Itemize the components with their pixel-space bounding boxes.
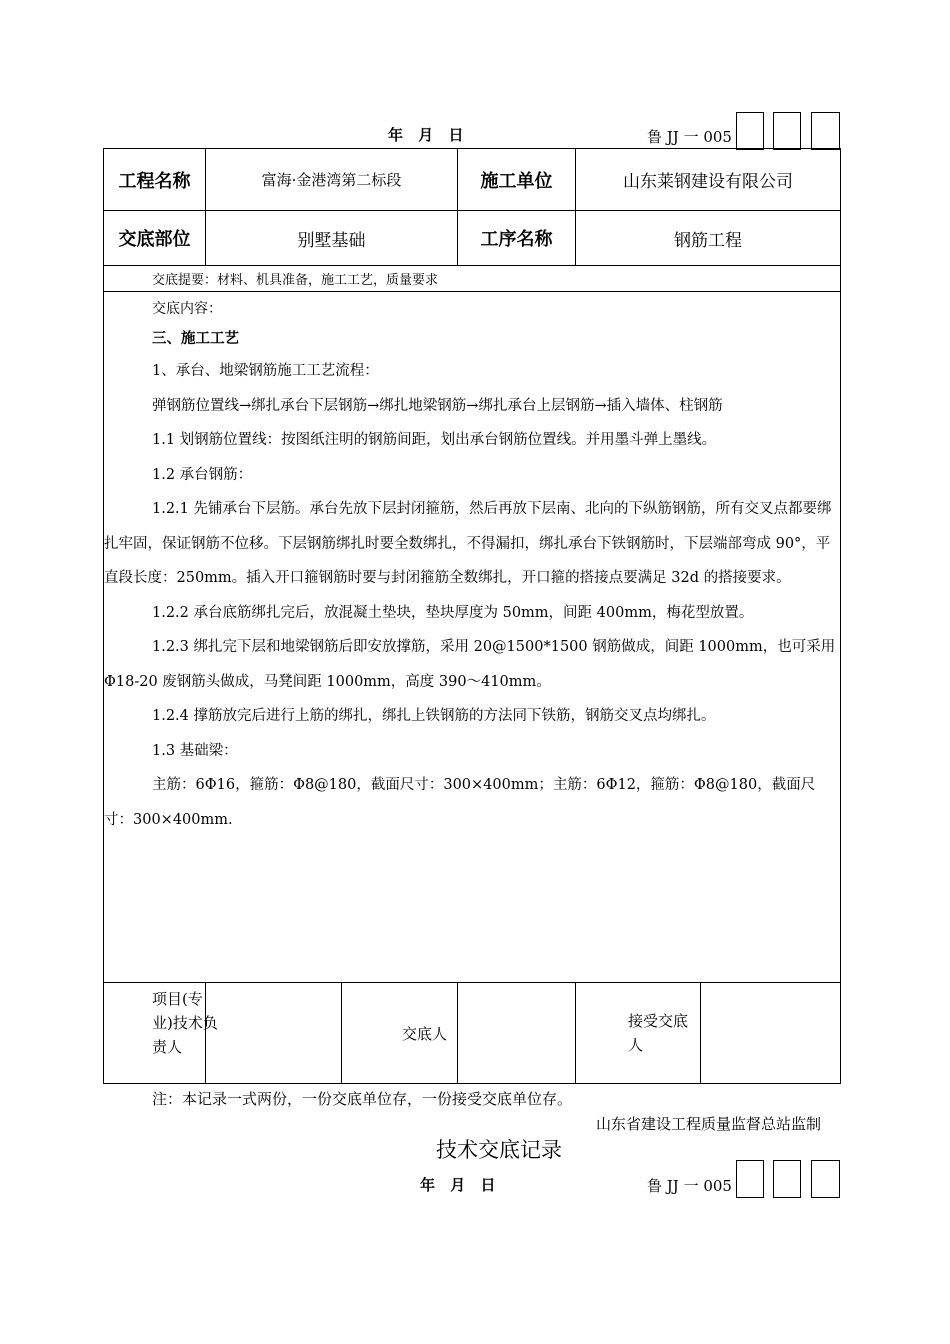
project-name-value: 富海·金港湾第二标段	[206, 149, 458, 211]
footer-note: 注：本记录一式两份，一份交底单位存，一份接受交底单位存。	[152, 1090, 573, 1108]
second-page-title: 技术交底记录	[436, 1138, 562, 1162]
process-name-label: 工序名称	[458, 211, 576, 266]
supervisor-text: 山东省建设工程质量监督总站监制	[596, 1115, 822, 1133]
code-box-3[interactable]	[811, 112, 840, 150]
form-code: 鲁 JJ 一 005	[647, 128, 732, 146]
handover-part-value: 别墅基础	[206, 211, 458, 266]
code-box-2[interactable]	[773, 112, 801, 150]
para-1-1: 1.1 划钢筋位置线：按图纸注明的钢筋间距，划出承台钢筋位置线。并用墨斗弹上墨线。	[152, 432, 717, 448]
handover-summary: 交底提要：材料、机具准备，施工工艺，质量要求	[104, 266, 841, 292]
process-flow: 弹钢筋位置线→绑扎承台下层钢筋→绑扎地梁钢筋→绑扎承台上层钢筋→插入墙体、柱钢筋	[152, 397, 723, 414]
code-box-5[interactable]	[773, 1160, 801, 1198]
code-box-1[interactable]	[736, 112, 764, 150]
tech-lead-label: 项目(专业)技术负责人	[152, 990, 218, 1056]
para-1-2-2: 1.2.2 承台底筋绑扎完后，放混凝土垫块，垫块厚度为 50mm，间距 400mm，梅花型放置。	[152, 604, 754, 621]
receiver-label-cell	[576, 983, 701, 1084]
tech-lead-signature[interactable]	[206, 983, 342, 1084]
para-1-2: 1.2 承台钢筋：	[152, 466, 253, 483]
tech-lead-label-cell	[104, 983, 218, 1084]
code-box-4[interactable]	[736, 1160, 764, 1198]
construction-unit-label: 施工单位	[458, 149, 576, 211]
project-name-label: 工程名称	[104, 149, 206, 211]
para-1-3-detail: 主筋：6Φ16，箍筋：Φ8@180，截面尺寸：300×400mm；主筋：6Φ12，箍筋：Φ8@180，截面尺寸：300×400mm.	[104, 777, 816, 828]
para-1-2-3: 1.2.3 绑扎完下层和地梁钢筋后即安放撑筋，采用 20@1500*1500 钢筋做成，间距 1000mm，也可采用 Φ18-20 废钢筋头做成，马凳间距 1000mm，高度 390～410mm。	[104, 639, 836, 690]
para-1-3: 1.3 基础梁：	[152, 742, 238, 759]
date-label: 年 月 日	[388, 126, 466, 144]
discloser-signature[interactable]	[458, 983, 576, 1084]
handover-content	[104, 292, 841, 983]
handover-part-label: 交底部位	[104, 211, 206, 266]
construction-unit-value: 山东莱钢建设有限公司	[576, 149, 841, 211]
process-flow-heading: 1、承台、地梁钢筋施工工艺流程：	[152, 363, 379, 379]
content-intro: 交底内容：	[152, 301, 222, 317]
para-1-2-1: 1.2.1 先铺承台下层筋。承台先放下层封闭箍筋，然后再放下层南、北向的下纵筋钢筋，所有交叉点都要绑扎牢固，保证钢筋不位移。下层钢筋绑扎时要全数绑扎，不得漏扣，绑扎承台下铁钢筋时，下层端部弯成 90°，平直段长度：250mm。插入开口箍钢筋时要与封闭箍筋全数绑扎，开口箍的搭接点要满足 32d 的搭接要求。	[104, 501, 832, 586]
section-title: 三、施工工艺	[152, 330, 239, 347]
receiver-label: 接受交底人	[628, 1012, 689, 1054]
discloser-label: 交底人	[342, 983, 458, 1084]
para-1-2-4: 1.2.4 撑筋放完后进行上筋的绑扎，绑扎上铁钢筋的方法同下铁筋，钢筋交叉点均绑扎。	[152, 708, 716, 724]
form-code-2: 鲁 JJ 一 005	[647, 1177, 732, 1195]
code-box-6[interactable]	[811, 1160, 840, 1198]
process-name-value: 钢筋工程	[576, 211, 841, 266]
date-label-2: 年 月 日	[420, 1176, 498, 1194]
handover-record-table	[103, 148, 841, 1084]
receiver-signature[interactable]	[701, 983, 841, 1084]
